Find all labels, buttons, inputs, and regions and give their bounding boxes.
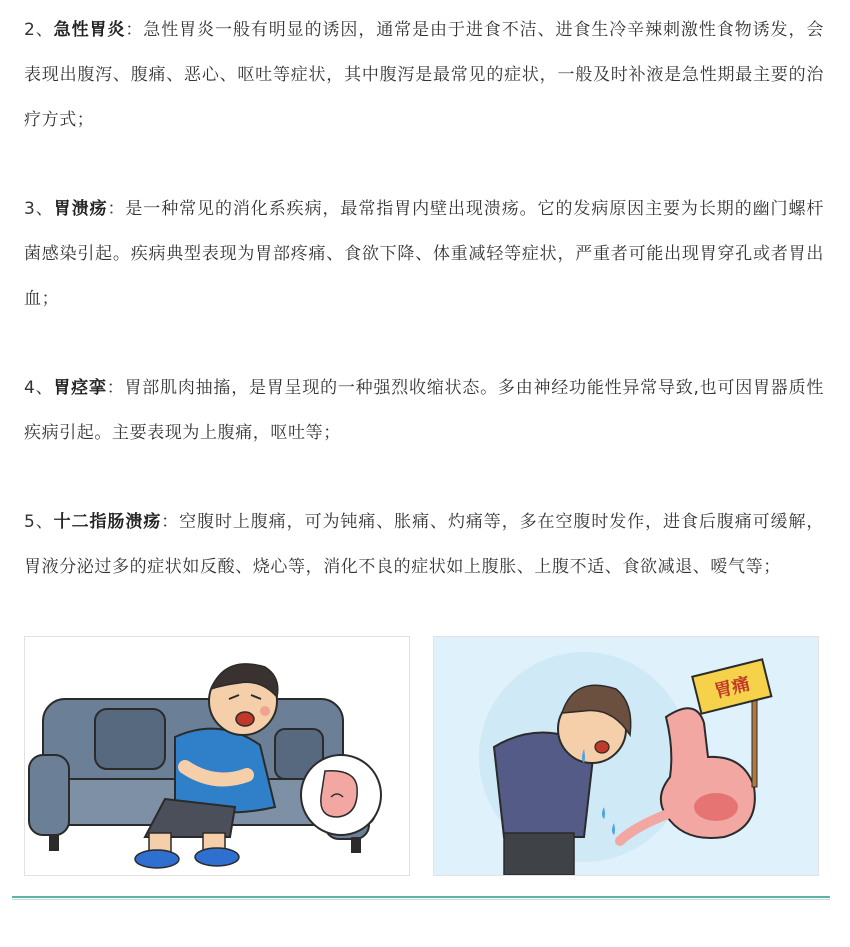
disease-term: 急性胃炎	[53, 20, 126, 40]
paragraph-text: ：空腹时上腹痛，可为钝痛、胀痛、灼痛等，多在空腹时发作，进食后腹痛可缓解，胃液分泌过多的症状如反酸、烧心等，消化不良的症状如上腹胀、上腹不适、食欲减退、嗳气等；	[24, 512, 824, 577]
section-divider-light	[12, 899, 830, 900]
paragraph-number: 5、	[24, 512, 54, 532]
disease-term: 十二指肠溃疡	[53, 512, 162, 532]
paragraph-text: ：急性胃炎一般有明显的诱因，通常是由于进食不洁、进食生冷辛辣刺激性食物诱发，会表现出腹泻、腹痛、恶心、呕吐等症状，其中腹泻是最常见的症状，一般及时补液是急性期最主要的治疗方式；	[24, 20, 824, 130]
paragraph-number: 2、	[24, 20, 54, 40]
paragraph-number: 4、	[24, 378, 54, 398]
paragraph-duodenal-ulcer	[24, 500, 824, 590]
illustration-boy-on-sofa	[24, 636, 410, 876]
illustration-stomach-pain-sign	[433, 636, 819, 876]
disease-term: 胃溃疡	[53, 199, 108, 219]
sign-label: 胃痛	[712, 673, 753, 703]
paragraph-text: ：胃部肌肉抽搐，是胃呈现的一种强烈收缩状态。多由神经功能性异常导致,也可因胃器质性疾病引起。主要表现为上腹痛，呕吐等；	[24, 378, 824, 443]
disease-term: 胃痉挛	[53, 378, 107, 398]
section-divider	[12, 896, 830, 898]
paragraph-gastric-ulcer	[24, 187, 824, 322]
paragraph-text: ：是一种常见的消化系疾病，最常指胃内壁出现溃疡。它的发病原因主要为长期的幽门螺杆菌感染引起。疾病典型表现为胃部疼痛、食欲下降、体重减轻等症状，严重者可能出现胃穿孔或者胃出血；	[24, 199, 824, 309]
paragraph-gastric-spasm	[24, 366, 824, 456]
illustration-row	[24, 636, 818, 876]
article-body	[24, 8, 824, 634]
sofa-scene-drawing	[25, 637, 409, 875]
stomach-pain-drawing	[434, 637, 818, 875]
paragraph-acute-gastritis	[24, 8, 824, 143]
paragraph-number: 3、	[24, 199, 54, 219]
